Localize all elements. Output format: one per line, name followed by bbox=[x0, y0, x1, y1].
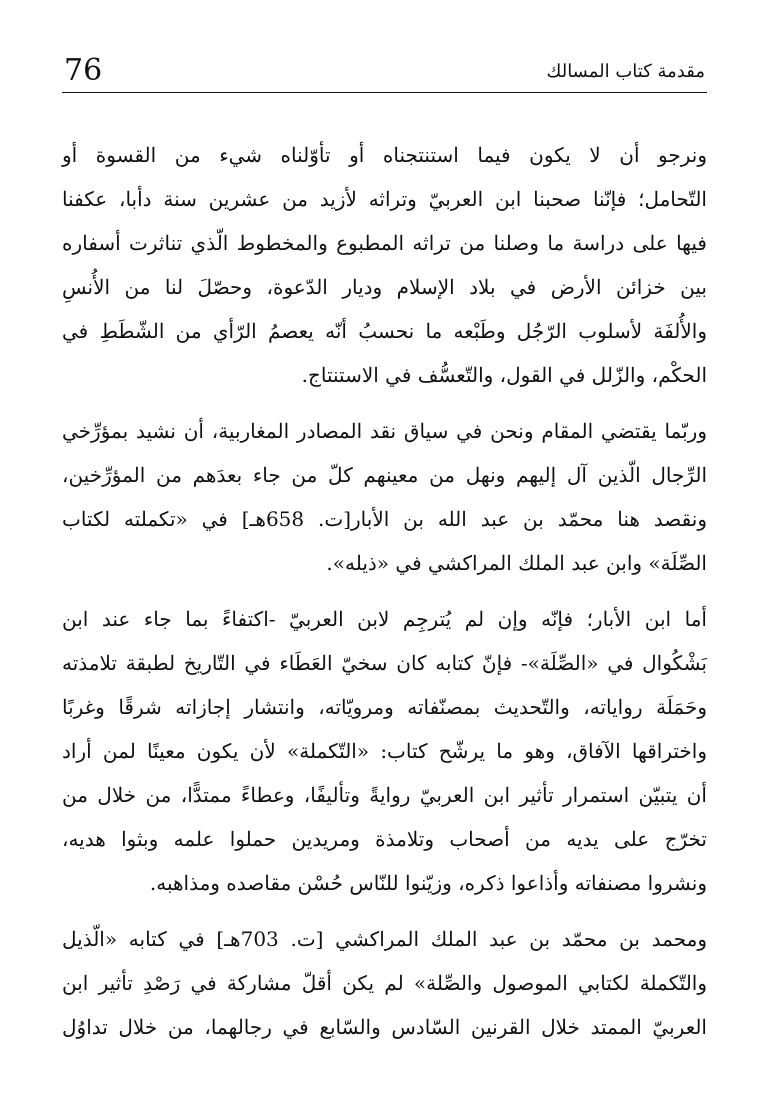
page-header bbox=[62, 52, 707, 93]
text-line: أن يتبيّن استمرار تأثير ابن العربيّ روايةً وتأليفًا، وعطاءً ممتدًّا، من خلال من bbox=[62, 783, 707, 807]
page-number: 76 bbox=[64, 53, 103, 88]
text-line: وحَمَلَة رواياته، والتّحديث بمصنّفاته ومرويّاته، وانتشار إجازاته شرقًا وغربًا bbox=[62, 695, 707, 719]
text-line: الصِّلَة» وابن عبد الملك المراكشي في «ذيله». bbox=[326, 551, 707, 575]
paragraph-2 bbox=[62, 409, 707, 585]
text-line: ونرجو أن لا يكون فيما استنتجناه أو تأوّلناه شيء من القسوة أو bbox=[62, 143, 707, 167]
text-line: فيها على دراسة ما وصلنا من تراثه المطبوع والمخطوط الّذي تناثرت أسفاره bbox=[62, 231, 707, 255]
text-line: تخرّج على يديه من أصحاب وتلامذة ومريدين حملوا علمه وبثوا هديه، bbox=[62, 827, 707, 851]
text-line: الرِّجال الّذين آل إليهم ونهل من معينهم كلّ من جاء بعدَهم من المؤرِّخين، bbox=[62, 463, 707, 487]
text-line: والتّكملة لكتابي الموصول والصِّلة» لم يكن أقلّ مشاركة في رَصْدِ تأثير ابن bbox=[62, 971, 707, 995]
text-line: ومحمد بن محمّد بن عبد الملك المراكشي [ت. 703هـ] في كتابه «الّذيل bbox=[62, 927, 707, 951]
text-line: ونقصد هنا محمّد بن عبد الله بن الأبار[ت. 658هـ] في «تكملته لكتاب bbox=[62, 507, 707, 531]
paragraph-4 bbox=[62, 917, 707, 1049]
paragraph-3 bbox=[62, 597, 707, 905]
text-line: الحكْم، والزّلل في القول، والتّعسُّف في الاستنتاج. bbox=[301, 363, 707, 387]
text-line: بين خزائن الأرض في بلاد الإسلام وديار الدّعوة، وحصّلَ لنا من الأُنسِ bbox=[62, 275, 707, 299]
text-line: ونشروا مصنفاته وأذاعوا ذكره، وزيّنوا للنّاس حُسْن مقاصده ومذاهبه. bbox=[149, 871, 707, 895]
text-line: التّحامل؛ فإنّنا صحبنا ابن العربيّ وتراثه لأزيد من عشرين سنة دأبا، عكفنا bbox=[62, 187, 707, 211]
paragraph-1 bbox=[62, 133, 707, 397]
text-line: وربّما يقتضي المقام ونحن في سياق نقد المصادر المغاربية، أن نشيد بمؤرِّخي bbox=[62, 419, 707, 443]
text-line: بَشْكُوال في «الصِّلَة»- فإنّ كتابه كان سخيّ العَطَاء في التّاريخ لطبقة تلامذته bbox=[62, 651, 707, 675]
text-line: والأُلفَة لأسلوب الرّجُل وطَبْعه ما نحسبُ أنّه يعصمُ الرّأي من الشّطَطِ في bbox=[62, 319, 707, 343]
running-title: مقدمة كتاب المسالك bbox=[546, 61, 705, 82]
text-line: العربيّ الممتد خلال القرنين السّادس والسّابع في رجالهما، من خلال تداوُل bbox=[62, 1015, 707, 1039]
page-body bbox=[62, 133, 707, 1061]
text-line: أما ابن الأبار؛ فإنّه وإن لم يُترجِم لابن العربيّ -اكتفاءً بما جاء عند ابن bbox=[62, 607, 707, 631]
text-line: واختراقها الآفاق، وهو ما يرشّح كتاب: «التّكملة» لأن يكون معينًا لمن أراد bbox=[62, 739, 707, 763]
